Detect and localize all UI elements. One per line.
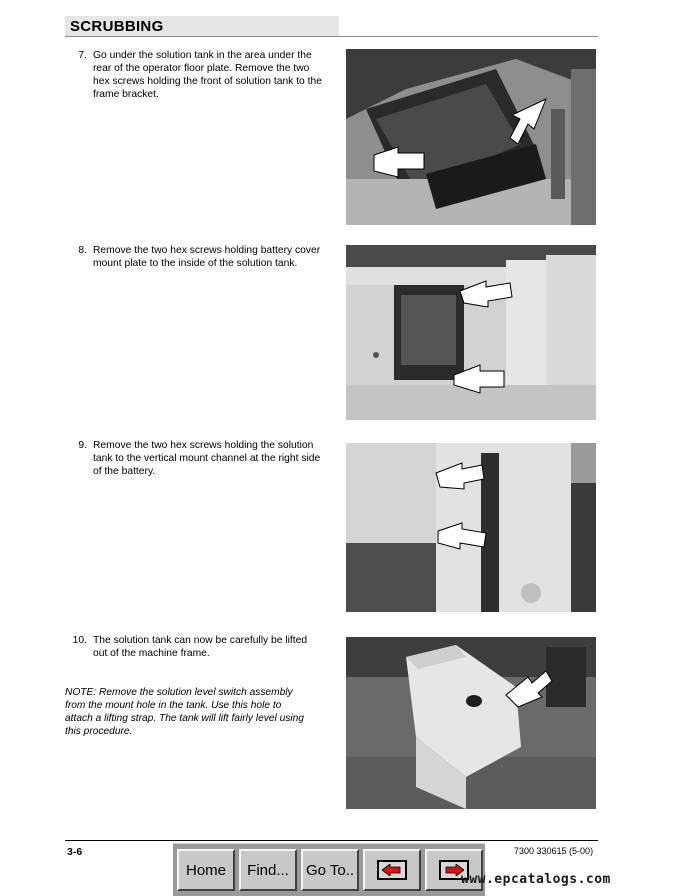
goto-button-label: Go To.. [305, 861, 355, 879]
find-button-label: Find... [247, 861, 289, 879]
header-rule [339, 36, 598, 37]
section-title: SCRUBBING [70, 18, 164, 35]
photo-step-10 [346, 637, 596, 809]
footer-rule [65, 840, 598, 841]
step-text: The solution tank can now be carefully be lifted out of the machine frame. [93, 635, 308, 659]
note-text: NOTE: Remove the solution level switch assembly from the mount hole in the tank. Use this hole to attach a lifting strap. The tank will lift fairly level using this procedure. [65, 687, 304, 737]
step-number: 9. [78, 440, 87, 451]
nav-bar [173, 843, 485, 896]
step-text: Go under the solution tank in the area under the rear of the operator floor plate. Remove the two hex screws holding the front of solution tank to the frame bracket. [93, 50, 322, 100]
photo-step-9 [346, 443, 596, 612]
photo-step-8 [346, 245, 596, 420]
step-text: Remove the two hex screws holding battery cover mount plate to the inside of the solution tank. [93, 245, 321, 269]
goto-button[interactable] [301, 849, 359, 891]
previous-page-button[interactable] [363, 849, 421, 891]
step-number: 10. [72, 635, 87, 646]
arrow-left-icon [377, 860, 407, 880]
step-number: 8. [78, 245, 87, 256]
step-text: Remove the two hex screws holding the solution tank to the vertical mount channel at the right side of the battery. [93, 440, 321, 477]
home-button[interactable] [177, 849, 235, 891]
watermark: www.epcatalogs.com [461, 872, 611, 887]
home-button-label: Home [185, 861, 226, 879]
photo-step-7 [346, 49, 596, 225]
step-number: 7. [78, 50, 87, 61]
section-header [65, 16, 339, 37]
page-number: 3-6 [67, 846, 83, 858]
doc-code: 7300 330615 (5-00) [514, 846, 594, 856]
find-button[interactable] [239, 849, 297, 891]
